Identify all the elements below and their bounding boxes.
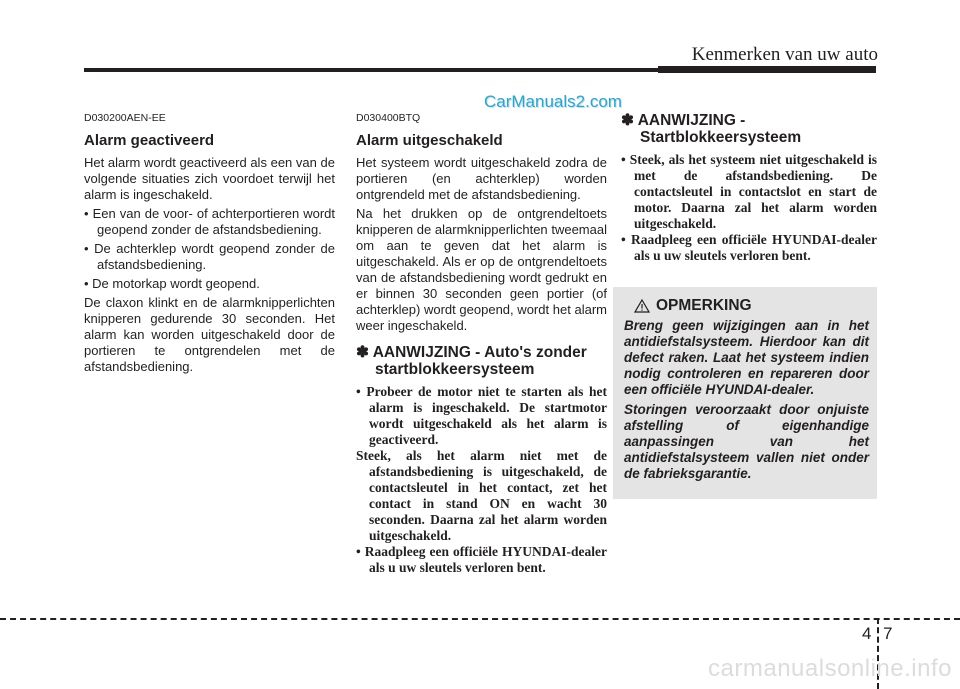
section-heading: Alarm geactiveerd [84, 132, 215, 149]
note-heading [356, 344, 607, 378]
section-heading: Alarm uitgeschakeld [356, 132, 503, 149]
warning-title [634, 297, 752, 315]
intro-paragraph: Het alarm wordt geactiveerd als een van de volgende situaties zich voordoet terwijl het alarm is ingeschakeld. [84, 155, 335, 202]
note-heading-line: startblokkeersysteem [375, 361, 535, 378]
chapter-number: 4 [862, 624, 872, 643]
note-heading-line: ✽ AANWIJZING - [621, 112, 746, 129]
note-text: Steek, als het alarm niet met de afstandsbediening is uitgeschakeld, de contactsleutel in het contact, zet het contact in stand ON en wacht 30 seconden. Daarna zal het alarm worden uitgeschakeld. [356, 448, 607, 543]
column-startblokkeersysteem [621, 112, 877, 264]
list-item: • Steek, als het systeem niet uitgeschakeld is met de afstandsbediening. De contactsleutel in contactslot en start de motor. Daarna zal het alarm worden uitgeschakeld. [621, 152, 877, 231]
note-text: • Probeer de motor niet te starten als het alarm is ingeschakeld. De startmotor wordt uitgeschakeld als het alarm is geactiveerd. [356, 384, 607, 447]
note-heading [621, 112, 877, 146]
warning-triangle-icon [634, 299, 650, 313]
section-code: D030400BTQ [356, 112, 421, 124]
list-item: • Een van de voor- of achterportieren wordt geopend zonder de afstandsbediening. [84, 206, 335, 237]
list-item [356, 384, 607, 544]
warning-title-text: OPMERKING [656, 297, 752, 314]
header-rule [84, 68, 660, 72]
column-alarm-geactiveerd [84, 112, 335, 378]
watermark-top-link[interactable]: CarManuals2.com [484, 92, 622, 111]
header-rule-thick [658, 66, 876, 73]
warning-text [624, 318, 869, 486]
note-heading-line: Startblokkeersysteem [640, 129, 802, 146]
note-list [356, 384, 607, 576]
list-item: • Raadpleeg een officiële HYUNDAI-dealer als u uw sleutels verloren bent. [621, 232, 877, 263]
warning-paragraph: Storingen veroorzaakt door onjuiste afstelling of eigenhandige aanpassingen van het antidiefstalsysteem vallen niet onder de fabrieksgarantie. [624, 402, 869, 481]
note-list [621, 152, 877, 264]
list-item: • De achterklep wordt geopend zonder de afstandsbediening. [84, 241, 335, 272]
trigger-list [84, 206, 335, 292]
watermark-bottom: carmanualsonline.info [708, 655, 952, 682]
footer-rule [0, 618, 960, 620]
body-paragraph: Na het drukken op de ontgrendeltoets knipperen de alarmknipperlichten tweemaal om aan te geven dat het alarm is uitgeschakeld. Als er op de ontgrendeltoets van de afstandsbediening wordt gedrukt en er binnen 30 seconden geen portier (of achterklep) wordt geopend, wordt het alarm weer ingeschakeld. [356, 206, 607, 333]
warning-paragraph: Breng geen wijzigingen aan in het antidiefstalsysteem. Hierdoor kan dit defect raken. Laat het systeem indien nodig controleren en repareren door een officiële HYUNDAI-dealer. [624, 318, 869, 397]
header-title: Kenmerken van uw auto [691, 44, 878, 65]
list-item: • Raadpleeg een officiële HYUNDAI-dealer als u uw sleutels verloren bent. [356, 544, 607, 575]
body-paragraph: Het systeem wordt uitgeschakeld zodra de portieren (en achterklep) worden ontgrendeld met de afstandsbediening. [356, 155, 607, 202]
column-alarm-uitgeschakeld [356, 112, 607, 576]
note-heading-line: ✽ AANWIJZING - Auto's zonder [356, 344, 587, 361]
body-paragraph: De claxon klinkt en de alarmknipperlichten knipperen gedurende 30 seconden. Het alarm kan worden uitgeschakeld door de portieren te ontgrendelen met de afstandsbediening. [84, 295, 335, 374]
list-item: • De motorkap wordt geopend. [84, 276, 260, 291]
page-number: 7 [883, 624, 893, 643]
section-code: D030200AEN-EE [84, 112, 166, 124]
